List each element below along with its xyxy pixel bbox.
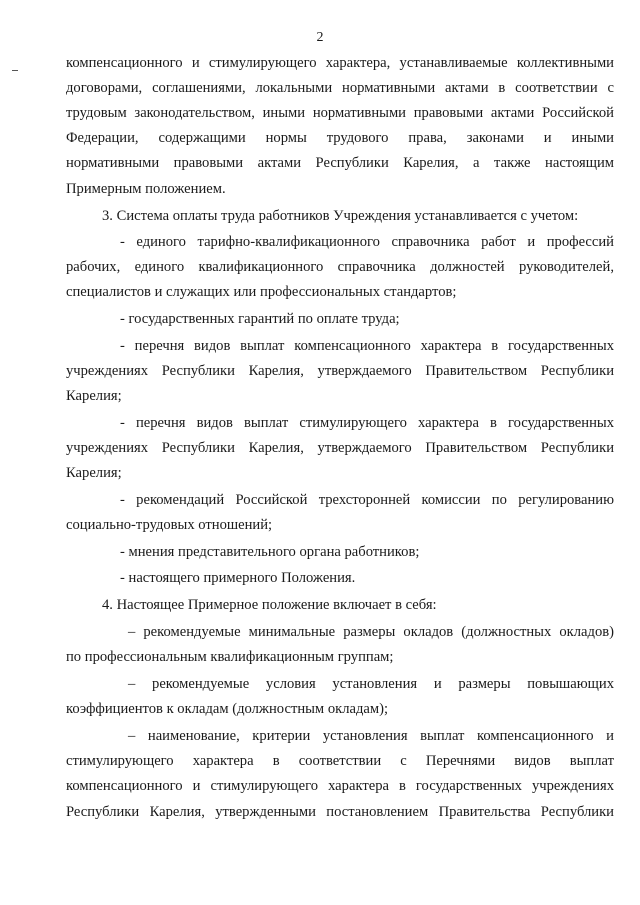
text-line: 3. Система оплаты труда работников Учреждения устанавливается с учетом: [102,208,579,224]
text-line: - единого тарифно-квалификационного справочника работ и профессий [120,234,614,250]
text-line: компенсационного и стимулирующего характера, устанавливаемые коллективными [66,55,614,71]
text-line: - мнения представительного органа работников; [120,544,420,560]
text-line: – рекомендуемые условия установления и размеры повышающих [128,676,614,692]
margin-mark [12,70,18,71]
text-line: трудовым законодательством, иными нормативными правовыми актами Российской [66,105,614,121]
text-line: договорами, соглашениями, локальными нормативными актами в соответствии с [66,80,614,96]
text-line: - перечня видов выплат стимулирующего характера в государственных [120,415,614,431]
text-line: Примерным положением. [66,181,226,197]
text-line: учреждениях Республики Карелия, утверждаемого Правительством Республики [66,363,614,379]
text-line: 4. Настоящее Примерное положение включает в себя: [102,597,437,613]
text-line: рабочих, единого квалификационного справочника должностей руководителей, [66,259,614,275]
text-line: - перечня видов выплат компенсационного характера в государственных [120,338,614,354]
text-line: компенсационного и стимулирующего характера в государственных учреждениях [66,778,614,794]
text-line: Республики Карелия, утвержденными постановлением Правительства Республики [66,804,614,820]
text-line: Карелия; [66,388,122,404]
text-line: специалистов и служащих или профессиональных стандартов; [66,284,457,300]
text-line: Карелия; [66,465,122,481]
text-line: учреждениях Республики Карелия, утверждаемого Правительством Республики [66,440,614,456]
text-line: – рекомендуемые минимальные размеры окладов (должностных окладов) [128,624,614,640]
text-line: по профессиональным квалификационным группам; [66,649,394,665]
text-line: коэффициентов к окладам (должностным окладам); [66,701,389,717]
text-line: - рекомендаций Российской трехсторонней комиссии по регулированию [120,492,614,508]
text-line: – наименование, критерии установления выплат компенсационного и [128,728,614,744]
text-line: социально-трудовых отношений; [66,517,273,533]
text-line: Федерации, содержащими нормы трудового права, законами и иными [66,130,614,146]
text-line: - настоящего примерного Положения. [120,570,356,586]
text-line: - государственных гарантий по оплате труда; [120,311,400,327]
page-number: 2 [316,30,324,45]
text-line: нормативными правовыми актами Республики Карелия, а также настоящим [66,155,614,171]
text-line: стимулирующего характера в соответствии с Перечнями видов выплат [66,753,614,769]
